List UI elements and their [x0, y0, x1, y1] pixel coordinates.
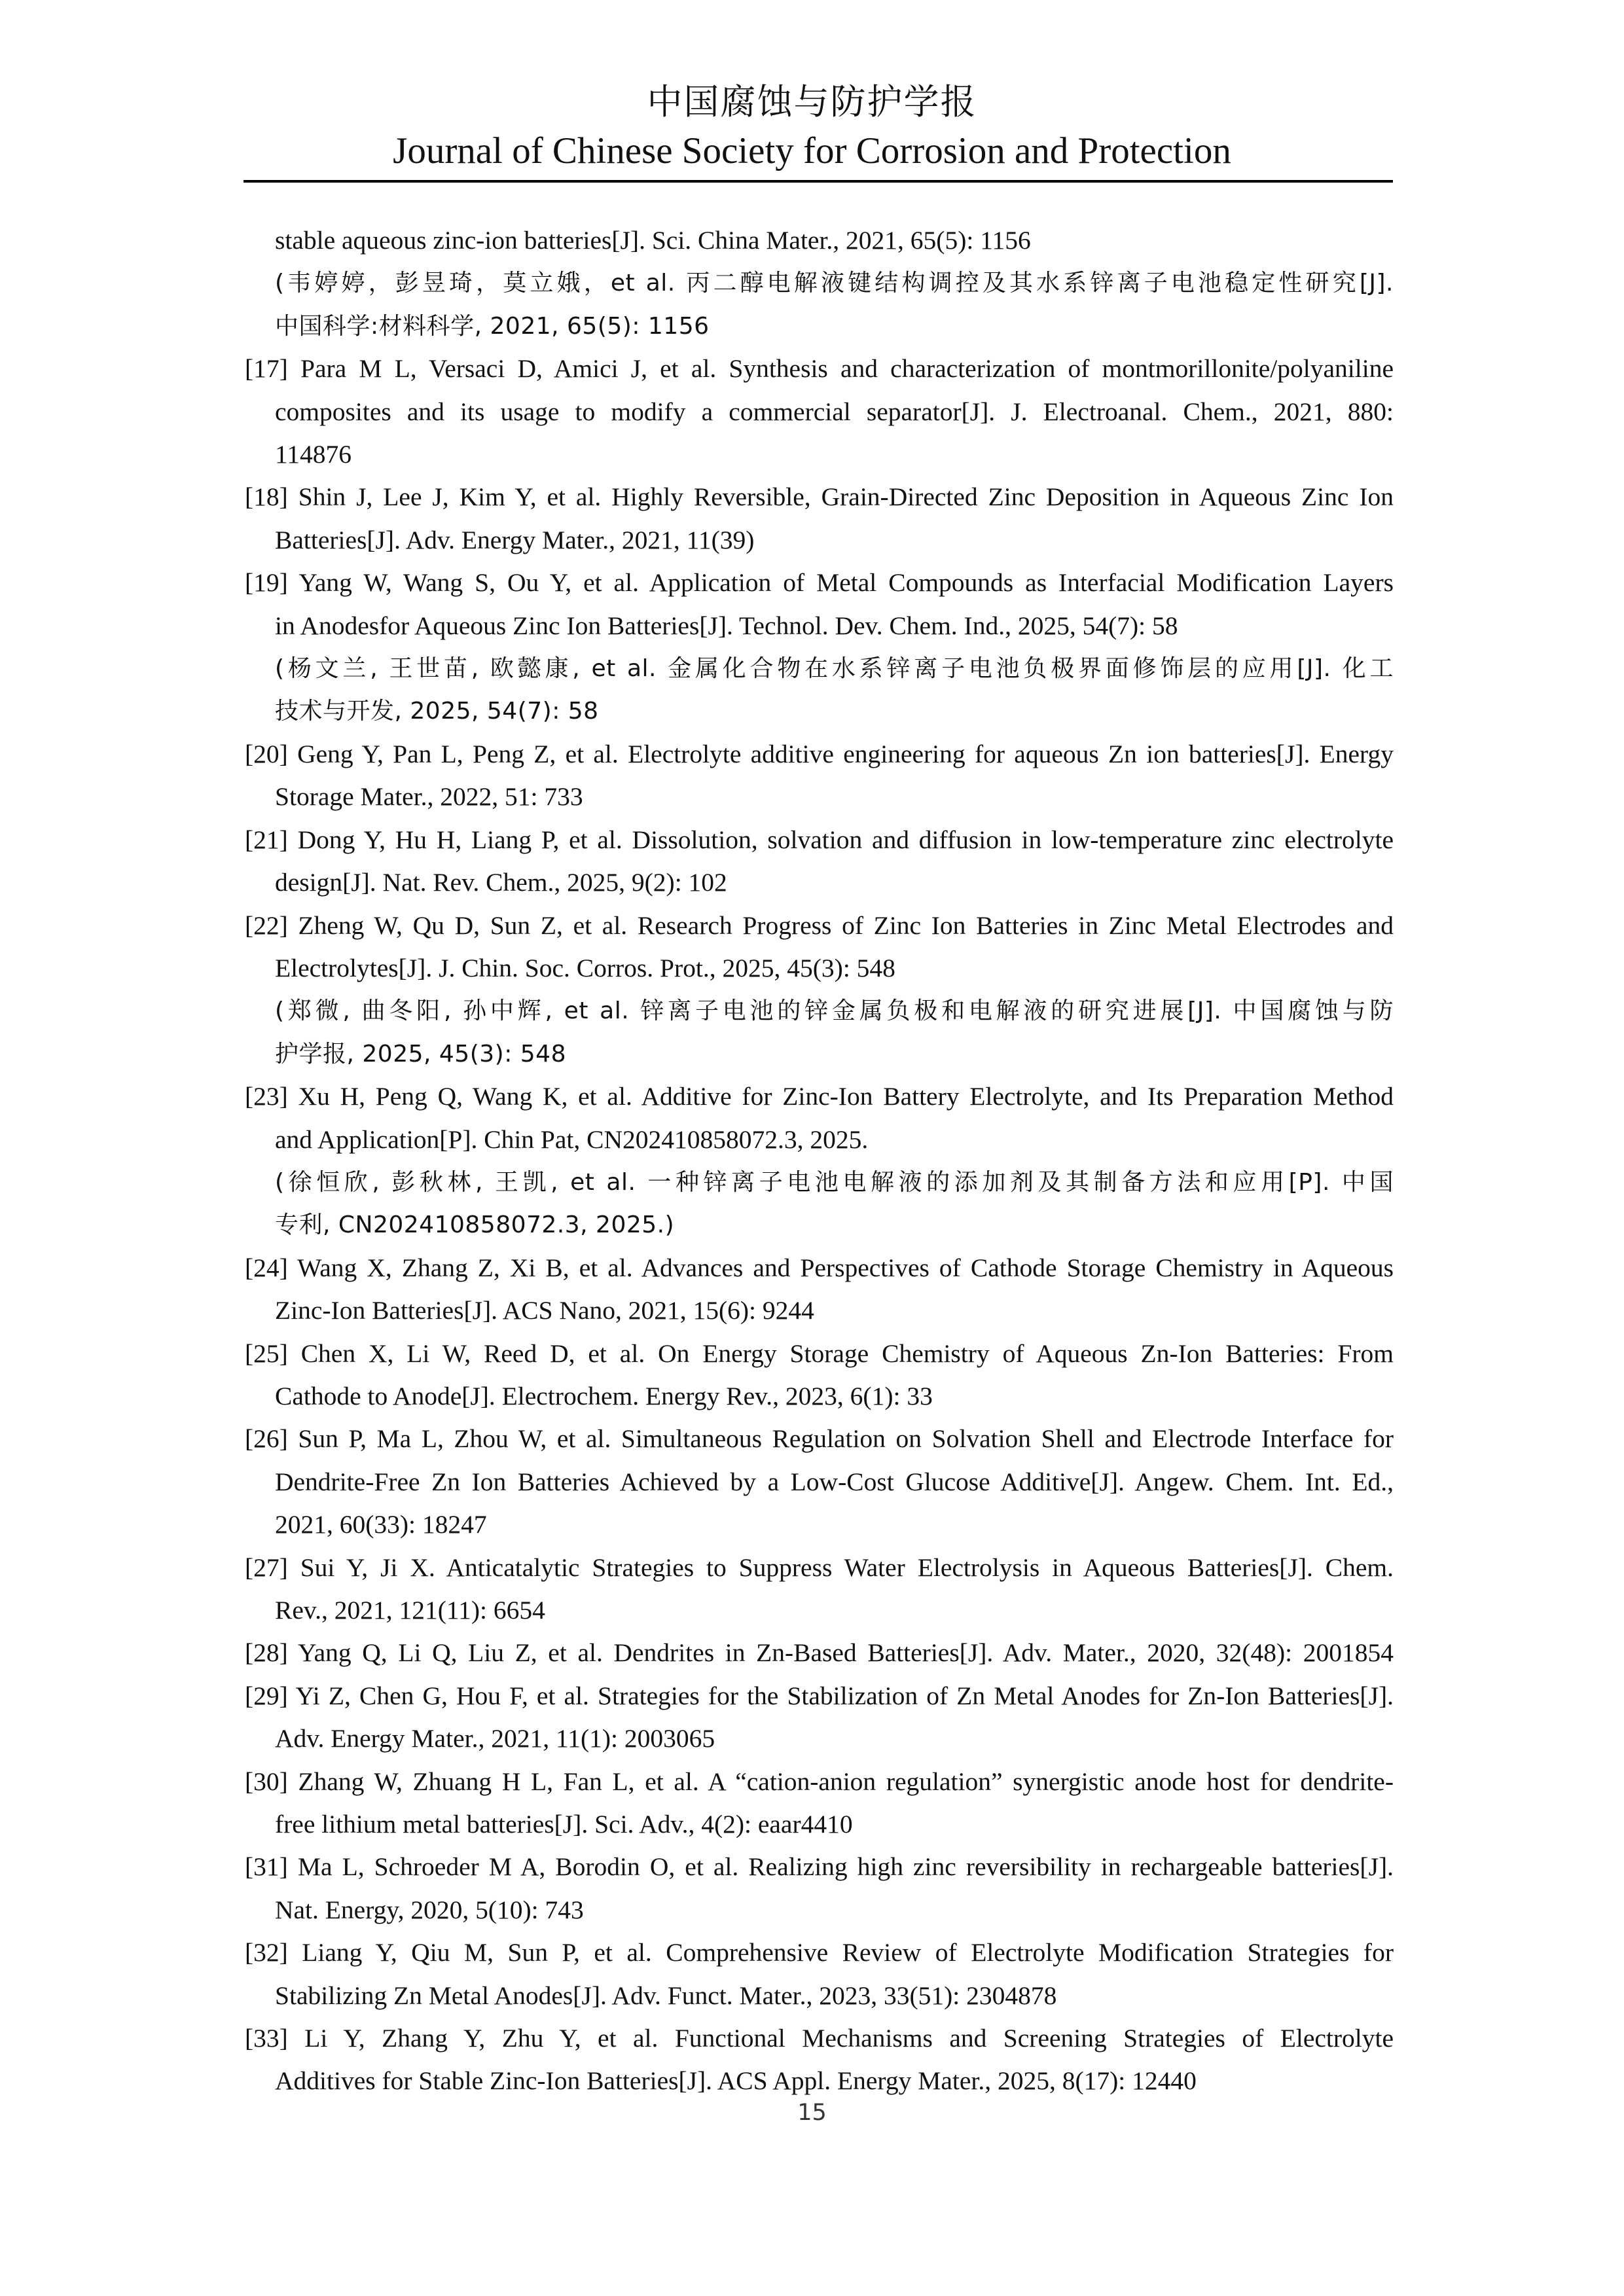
reference-line-cn: 中国科学:材料科学, 2021, 65(5): 1156 — [275, 312, 710, 340]
reference-item — [245, 1931, 1394, 2017]
reference-line: stable aqueous zinc-ion batteries[J]. Sci. China Mater., 2021, 65(5): 1156 — [275, 226, 1031, 255]
reference-item — [245, 2017, 1394, 2103]
journal-title-cn: 中国腐蚀与防护学报 — [647, 81, 977, 122]
reference-line: Dendrite-Free Zn Ion Batteries Achieved by a Low-Cost Glucose Additive[J]. Angew. Chem. Int. Ed., — [275, 1467, 1394, 1496]
reference-item — [245, 476, 1394, 562]
reference-item — [245, 348, 1394, 476]
reference-line: Stabilizing Zn Metal Anodes[J]. Adv. Funct. Mater., 2023, 33(51): 2304878 — [275, 1981, 1057, 2010]
reference-line: 114876 — [275, 440, 352, 469]
reference-line-cn: (杨文兰, 王世苗, 欧懿康, et al. 金属化合物在水系锌离子电池负极界面修饰层的应用[J]. 化工 — [275, 655, 1394, 683]
reference-item — [245, 819, 1394, 905]
reference-item — [245, 562, 1394, 733]
reference-line-cn: 技术与开发, 2025, 54(7): 58 — [275, 698, 599, 725]
reference-item — [245, 1846, 1394, 1931]
reference-line: [24] Wang X, Zhang Z, Xi B, et al. Advances and Perspectives of Cathode Storage Chemistry in Aqueous — [245, 1253, 1394, 1282]
reference-line: 2021, 60(33): 18247 — [275, 1510, 487, 1539]
reference-line-cn: (韦婷婷，彭昱琦，莫立娥，et al. 丙二醇电解液键结构调控及其水系锌离子电池稳定性研究[J]. — [275, 270, 1394, 297]
reference-item — [245, 1547, 1394, 1632]
reference-line: [20] Geng Y, Pan L, Peng Z, et al. Electrolyte additive engineering for aqueous Zn ion batteries[J]. Energy — [245, 739, 1394, 768]
reference-line-cn: 护学报, 2025, 45(3): 548 — [275, 1040, 566, 1067]
reference-item — [245, 1075, 1394, 1247]
reference-line: Zinc-Ion Batteries[J]. ACS Nano, 2021, 15(6): 9244 — [275, 1296, 814, 1325]
reference-item — [245, 219, 1394, 348]
reference-line: in Anodesfor Aqueous Zinc Ion Batteries[J]. Technol. Dev. Chem. Ind., 2025, 54(7): 58 — [275, 611, 1178, 640]
reference-line: Cathode to Anode[J]. Electrochem. Energy Rev., 2023, 6(1): 33 — [275, 1381, 933, 1410]
reference-item — [245, 1632, 1394, 1674]
reference-line: [31] Ma L, Schroeder M A, Borodin O, et al. Realizing high zinc reversibility in rechargeable batteries[J]. — [245, 1852, 1394, 1882]
reference-line: [30] Zhang W, Zhuang H L, Fan L, et al. A “cation-anion regulation” synergistic anode host for dendrite- — [245, 1767, 1394, 1796]
reference-line: [19] Yang W, Wang S, Ou Y, et al. Application of Metal Compounds as Interfacial Modification Layers — [245, 568, 1394, 598]
reference-line: Batteries[J]. Adv. Energy Mater., 2021, 11(39) — [275, 525, 755, 554]
reference-line: [23] Xu H, Peng Q, Wang K, et al. Additive for Zinc-Ion Battery Electrolyte, and Its Preparation Method — [245, 1082, 1394, 1111]
reference-item — [245, 1333, 1394, 1418]
reference-line: [18] Shin J, Lee J, Kim Y, et al. Highly Reversible, Grain-Directed Zinc Deposition in Aqueous Zinc Ion — [245, 482, 1394, 512]
reference-line: [26] Sun P, Ma L, Zhou W, et al. Simultaneous Regulation on Solvation Shell and Electrode Interface for — [245, 1424, 1394, 1454]
reference-line-cn: (徐恒欣, 彭秋林, 王凯, et al. 一种锌离子电池电解液的添加剂及其制备方法和应用[P]. 中国 — [275, 1168, 1394, 1196]
reference-line: [29] Yi Z, Chen G, Hou F, et al. Strategies for the Stabilization of Zn Metal Anodes for Zn-Ion Batteries[J]. — [245, 1681, 1394, 1710]
reference-item — [245, 1418, 1394, 1546]
reference-item — [245, 1761, 1394, 1846]
reference-line: free lithium metal batteries[J]. Sci. Adv., 4(2): eaar4410 — [275, 1810, 853, 1839]
journal-title-en: Journal of Chinese Society for Corrosion and Protection — [393, 130, 1231, 171]
reference-line: Electrolytes[J]. J. Chin. Soc. Corros. Prot., 2025, 45(3): 548 — [275, 953, 895, 982]
reference-line: composites and its usage to modify a commercial separator[J]. J. Electroanal. Chem., 2021, 880: — [275, 397, 1394, 426]
reference-line: Additives for Stable Zinc-Ion Batteries[J]. ACS Appl. Energy Mater., 2025, 8(17): 12440 — [275, 2066, 1197, 2096]
header-rule — [244, 180, 1393, 183]
reference-item — [245, 733, 1394, 819]
reference-item — [245, 905, 1394, 1076]
reference-line: [17] Para M L, Versaci D, Amici J, et al. Synthesis and characterization of montmorillonite/polyaniline — [245, 354, 1394, 384]
reference-item — [245, 1247, 1394, 1333]
reference-line: Nat. Energy, 2020, 5(10): 743 — [275, 1895, 584, 1924]
reference-line: [27] Sui Y, Ji X. Anticatalytic Strategies to Suppress Water Electrolysis in Aqueous Batteries[J]. Chem. — [245, 1552, 1394, 1582]
reference-line: [21] Dong Y, Hu H, Liang P, et al. Dissolution, solvation and diffusion in low-temperature zinc electrolyte — [245, 825, 1394, 854]
reference-line: [28] Yang Q, Li Q, Liu Z, et al. Dendrites in Zn-Based Batteries[J]. Adv. Mater., 2020, 32(48): 2001854 — [245, 1638, 1394, 1668]
reference-line: design[J]. Nat. Rev. Chem., 2025, 9(2): 102 — [275, 868, 727, 897]
page-number: 15 — [797, 2100, 827, 2126]
reference-line: [25] Chen X, Li W, Reed D, et al. On Energy Storage Chemistry of Aqueous Zn-Ion Batteries: From — [245, 1338, 1394, 1368]
reference-line-cn: 专利, CN202410858072.3, 2025.) — [275, 1211, 675, 1239]
reference-line-cn: (郑微, 曲冬阳, 孙中辉, et al. 锌离子电池的锌金属负极和电解液的研究进展[J]. 中国腐蚀与防 — [275, 997, 1394, 1025]
reference-line: [33] Li Y, Zhang Y, Zhu Y, et al. Functional Mechanisms and Screening Strategies of Electrolyte — [245, 2024, 1394, 2053]
reference-list — [245, 219, 1394, 2103]
reference-line: Rev., 2021, 121(11): 6654 — [275, 1596, 545, 1624]
reference-item — [245, 1675, 1394, 1761]
journal-header — [0, 77, 1624, 177]
reference-line: [32] Liang Y, Qiu M, Sun P, et al. Comprehensive Review of Electrolyte Modification Strategies for — [245, 1938, 1394, 1967]
reference-line: and Application[P]. Chin Pat, CN202410858072.3, 2025. — [275, 1124, 869, 1154]
reference-line: Storage Mater., 2022, 51: 733 — [275, 782, 583, 812]
reference-line: Adv. Energy Mater., 2021, 11(1): 2003065 — [275, 1724, 715, 1753]
reference-line: [22] Zheng W, Qu D, Sun Z, et al. Research Progress of Zinc Ion Batteries in Zinc Metal Electrodes and — [245, 910, 1394, 940]
